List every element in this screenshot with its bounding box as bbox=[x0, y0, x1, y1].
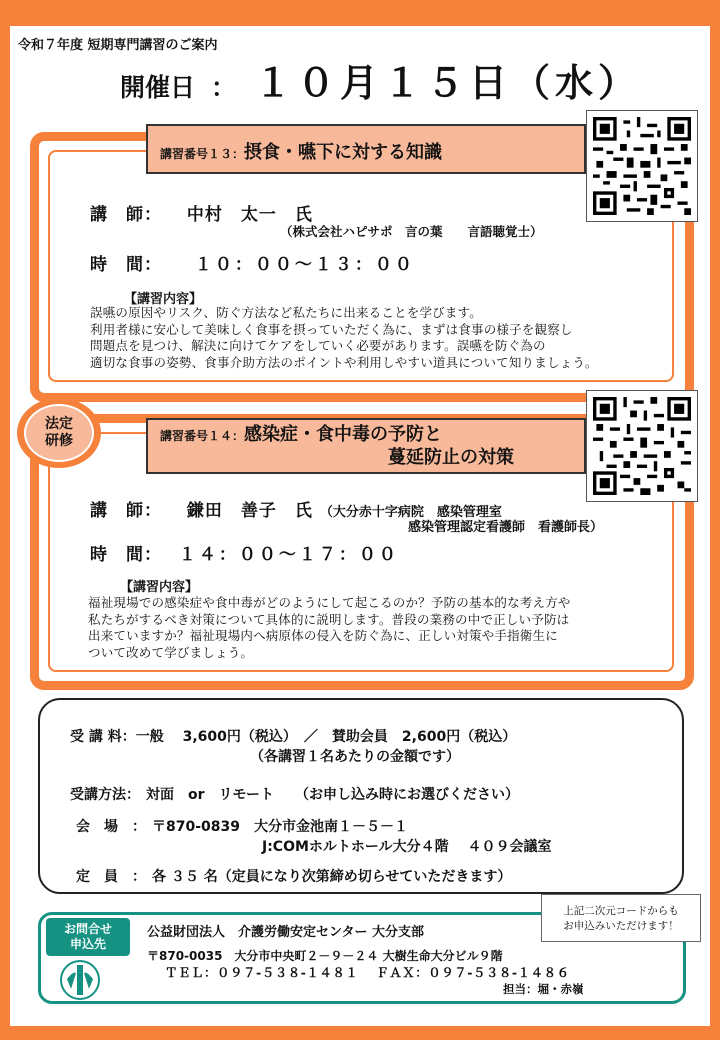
course13-lecturer-name: 中村 太一 氏 bbox=[186, 205, 313, 225]
date-colon: ： bbox=[211, 73, 237, 102]
course14-qr-code[interactable] bbox=[586, 390, 698, 502]
header-title: 令和７年度 短期専門講習のご案内 bbox=[18, 38, 218, 53]
course13-content bbox=[90, 305, 680, 371]
capacity-row bbox=[76, 866, 511, 886]
course14-time-label: 時 間： bbox=[90, 545, 162, 565]
content-line: 誤嚥の原因やリスク、防ぐ方法など私たちに出来ることを学びます。 bbox=[90, 305, 482, 320]
organization-logo-icon bbox=[59, 959, 101, 1001]
qr-code-icon bbox=[593, 397, 691, 495]
venue-line1: 〒870-0839 大分市金池南１－５－１ bbox=[152, 819, 408, 835]
venue-line2: J:COMホルトホール大分４階 ４０９会議室 bbox=[262, 839, 552, 855]
course14-title-band bbox=[146, 418, 586, 474]
qr-note-line1: 上記二次元コードからも bbox=[563, 905, 679, 917]
course14-time-value: １４：００～１７：００ bbox=[178, 545, 399, 565]
course13-title: 摂食・嚥下に対する知識 bbox=[244, 142, 443, 163]
fee-note: （各講習１名あたりの金額です） bbox=[250, 749, 460, 765]
capacity-value: 各 ３５ 名（定員になり次第締め切らせていただきます） bbox=[152, 869, 512, 885]
content-line: 出来ていますか？福祉現場内へ病原体の侵入を防ぐ為に、正しい対策や手指衛生に bbox=[88, 628, 558, 643]
date-label: 開催日 bbox=[120, 73, 196, 102]
course13-qr-code[interactable] bbox=[586, 110, 698, 222]
contact-badge bbox=[46, 918, 130, 956]
content-line: 問題点を見つけ、解決に向けてケアをしていく必要があります。誤嚥を防ぐ為の bbox=[90, 338, 546, 353]
event-date bbox=[120, 52, 641, 107]
contact-phone: ＴＥＬ：０９７-５３８-１４８１ ＦＡＸ：０９７-５３８-１４８６ bbox=[165, 965, 570, 980]
capacity-label: 定 員 ： bbox=[76, 869, 146, 885]
fee-label: 受 講 料： bbox=[70, 729, 136, 745]
venue-label: 会 場 ： bbox=[76, 819, 146, 835]
content-line: 適切な食事の姿勢、食事介助方法のポイントや利用しやすい道具について知りましょう。 bbox=[90, 354, 598, 370]
badge-line1: 法定 bbox=[45, 416, 73, 432]
course13-lecturer-label: 講 師： bbox=[90, 205, 162, 225]
date-value: １０月１５日（水） bbox=[254, 61, 642, 105]
content-line: 利用者様に安心して美味しく食事を摂っていただく為に、まずは食事の様子を観察し bbox=[90, 321, 573, 337]
content-line: ついて改めて学びましょう。 bbox=[88, 644, 254, 660]
course13-number: 講習番号１３： bbox=[160, 147, 245, 161]
content-line: 福祉現場での感染症や食中毒がどのようにして起こるのか？予防の基本的な考え方や bbox=[88, 595, 571, 610]
contact-address: 〒870-0035 大分市中央町２－９－２４ 大樹生命大分ビル９階 bbox=[147, 949, 503, 963]
course14-number: 講習番号１４： bbox=[160, 429, 245, 443]
course13-time-label: 時 間： bbox=[90, 255, 162, 275]
contact-org: 公益財団法人 介護労働安定センター 大分支部 bbox=[147, 925, 425, 940]
course14-time-row bbox=[90, 540, 399, 565]
course14-content bbox=[88, 595, 678, 661]
contact-staff: 担当：堀・赤嶺 bbox=[503, 982, 584, 996]
venue-row bbox=[76, 816, 408, 836]
course13-title-band bbox=[146, 124, 586, 174]
fee-row bbox=[70, 726, 516, 746]
course13-affiliation: （株式会社ハピサポ 言の葉 言語聴覚士） bbox=[280, 224, 543, 239]
course13-time-row bbox=[90, 250, 415, 275]
contact-badge-line2: 申込先 bbox=[69, 937, 106, 951]
course14-title-line2: 蔓延防止の対策 bbox=[388, 447, 514, 468]
course14-lecturer-label: 講 師： bbox=[90, 501, 162, 521]
method-value: 対面 or リモート （お申し込み時にお選びください） bbox=[146, 787, 519, 803]
course14-affiliation-line1: （大分赤十字病院 感染管理室 bbox=[319, 505, 502, 520]
contact-badge-line1: お問合せ bbox=[63, 922, 112, 936]
qr-note-box bbox=[541, 894, 701, 942]
qr-code-icon bbox=[593, 117, 691, 215]
method-row bbox=[70, 784, 519, 804]
details-box bbox=[38, 698, 684, 894]
fee-value: 一般 3,600円（税込） ／ 賛助会員 2,600円（税込） bbox=[135, 729, 517, 745]
method-label: 受講方法： bbox=[70, 787, 140, 803]
course14-title-line1: 感染症・食中毒の予防と bbox=[244, 424, 443, 445]
content-line: 私たちがするべき対策について具体的に説明します。普段の業務の中で正しい予防は bbox=[88, 611, 570, 627]
legal-training-badge bbox=[17, 398, 101, 468]
course14-content-heading: 【講習内容】 bbox=[120, 580, 199, 595]
course13-content-heading: 【講習内容】 bbox=[124, 292, 203, 307]
badge-line2: 研修 bbox=[45, 433, 73, 449]
course14-lecturer-name: 鎌田 善子 氏 bbox=[186, 501, 313, 521]
course13-time-value: １０：００～１３：００ bbox=[194, 255, 415, 275]
qr-note-line2: お申込みいただけます！ bbox=[563, 920, 679, 932]
course14-affiliation-line2: 感染管理認定看護師 看護師長） bbox=[408, 520, 604, 535]
